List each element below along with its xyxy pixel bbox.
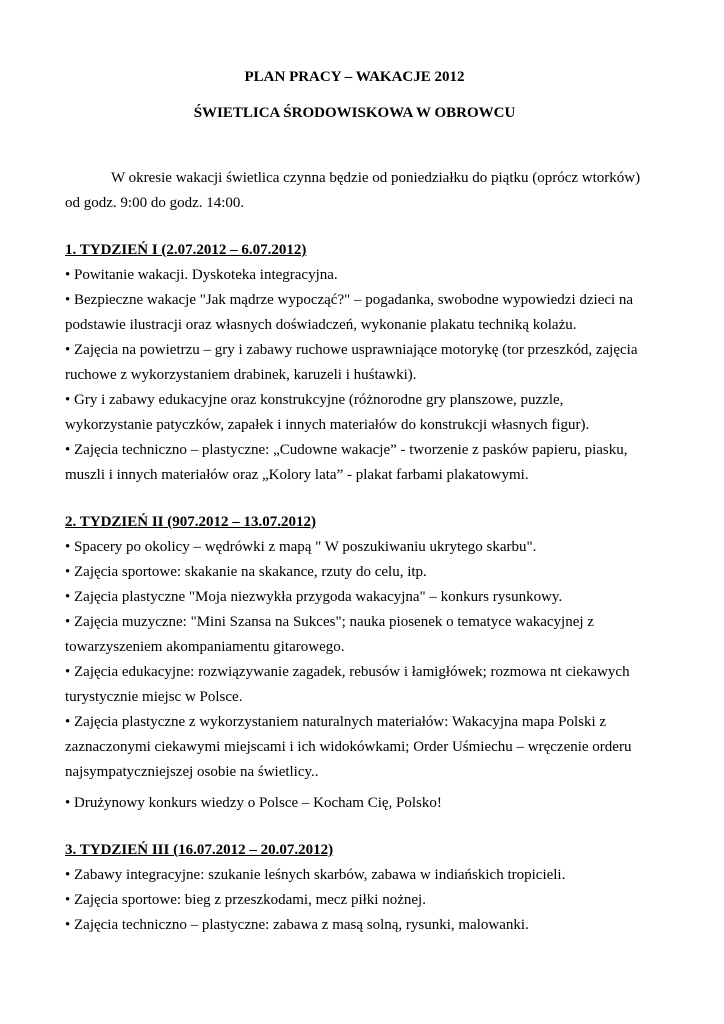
week-3-section — [65, 838, 644, 938]
list-item: • Zajęcia sportowe: bieg z przeszkodami, mecz piłki nożnej. — [65, 892, 426, 908]
week-2-heading: 2. TYDZIEŃ II (907.2012 – 13.07.2012) — [65, 514, 316, 530]
week-3-heading: 3. TYDZIEŃ III (16.07.2012 – 20.07.2012) — [65, 842, 334, 858]
document-subtitle: ŚWIETLICA ŚRODOWISKOWA W OBROWCU — [193, 105, 516, 121]
list-item: • Zajęcia na powietrzu – gry i zabawy ruchowe usprawniające motorykę (tor przeszkód, zajęcia ruchowe z wykorzystaniem drabinek, karuzeli i huśtawki). — [65, 342, 638, 383]
section-spacer — [65, 488, 644, 510]
document-title: PLAN PRACY – WAKACJE 2012 — [244, 69, 465, 85]
list-item: • Gry i zabawy edukacyjne oraz konstrukcyjne (różnorodne gry planszowe, puzzle, wykorzystanie patyczków, zapałek i innych materiałów do konstrukcji własnych figur). — [65, 392, 590, 433]
intro-paragraph: W okresie wakacji świetlica czynna będzie od poniedziałku do piątku (oprócz wtorków) od godz. 9:00 do godz. 14:00. — [65, 170, 641, 211]
week-1-section — [65, 238, 644, 488]
list-item: • Zajęcia techniczno – plastyczne: „Cudowne wakacje” - tworzenie z pasków papieru, piasku, muszli i innych materiałów oraz „Kolory lata” - plakat farbami plakatowymi. — [65, 442, 628, 483]
list-item: • Zajęcia plastyczne z wykorzystaniem naturalnych materiałów: Wakacyjna mapa Polski z zaznaczonymi ciekawymi miejscami i ich widokówkami; Order Uśmiechu – wręczenie orderu najsympatyczniejszej osobie na świetlicy.. — [65, 714, 632, 780]
title-block — [65, 0, 644, 123]
list-item: • Zajęcia muzyczne: "Mini Szansa na Sukces"; nauka piosenek o tematyce wakacyjnej z towarzyszeniem akompaniamentu gitarowego. — [65, 614, 594, 655]
list-item: • Zajęcia sportowe: skakanie na skakance, rzuty do celu, itp. — [65, 564, 427, 580]
list-item: • Zajęcia plastyczne "Moja niezwykła przygoda wakacyjna" – konkurs rysunkowy. — [65, 589, 563, 605]
list-item: • Zajęcia techniczno – plastyczne: zabawa z masą solną, rysunki, malowanki. — [65, 917, 529, 933]
week-1-heading: 1. TYDZIEŃ I (2.07.2012 – 6.07.2012) — [65, 242, 307, 258]
week-2-section — [65, 510, 644, 816]
list-item: • Zabawy integracyjne: szukanie leśnych skarbów, zabawa w indiańskich tropicieli. — [65, 867, 566, 883]
list-item: • Spacery po okolicy – wędrówki z mapą " W poszukiwaniu ukrytego skarbu". — [65, 539, 537, 555]
list-item: • Zajęcia edukacyjne: rozwiązywanie zagadek, rebusów i łamigłówek; rozmowa nt ciekawych turystycznie miejsc w Polsce. — [65, 664, 630, 705]
section-spacer — [65, 816, 644, 838]
list-item: • Powitanie wakacji. Dyskoteka integracyjna. — [65, 267, 338, 283]
list-item: • Drużynowy konkurs wiedzy o Polsce – Kocham Cię, Polsko! — [65, 795, 442, 811]
list-item: • Bezpieczne wakacje "Jak mądrze wypocząć?" – pogadanka, swobodne wypowiedzi dzieci na podstawie ilustracji oraz własnych doświadczeń, wykonanie plakatu techniką kolażu. — [65, 292, 634, 333]
